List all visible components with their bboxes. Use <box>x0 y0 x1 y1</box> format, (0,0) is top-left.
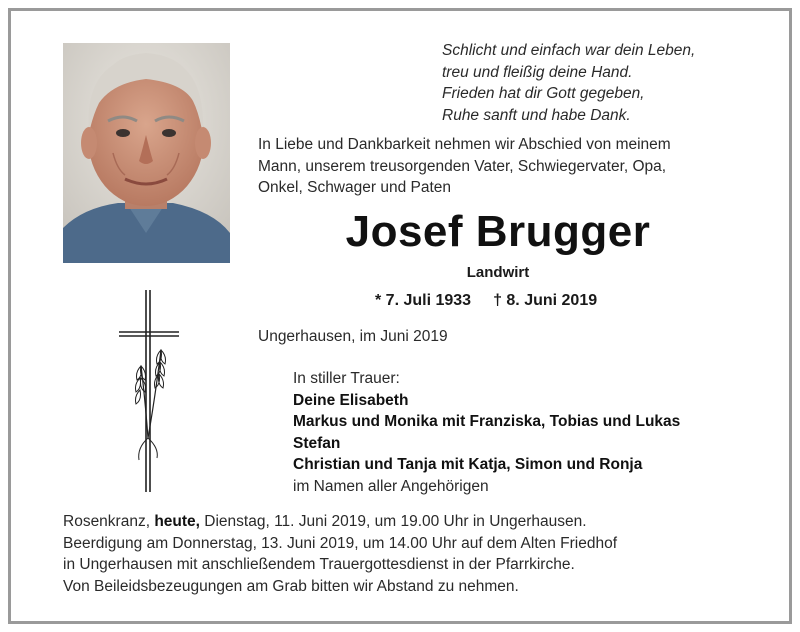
profession: Landwirt <box>466 264 530 281</box>
mourner-name: Deine Elisabeth <box>293 391 409 409</box>
portrait-illustration <box>63 43 230 263</box>
deceased-name: Josef Brugger <box>345 207 651 256</box>
farewell-intro <box>258 134 738 199</box>
funeral-notice <box>63 511 763 597</box>
mourners-footer: im Namen aller Angehörigen <box>293 477 489 495</box>
life-dates <box>375 292 597 310</box>
poem <box>442 40 772 126</box>
mourners-heading: In stiller Trauer: <box>293 370 400 387</box>
rosary-details: Dienstag, 11. Juni 2019, um 19.00 Uhr in Ungerhausen. <box>204 513 587 530</box>
mourners <box>293 368 763 497</box>
place-date: Ungerhausen, im Juni 2019 <box>258 328 448 345</box>
cross-with-wheat-icon <box>115 288 185 494</box>
rosary-line <box>63 511 763 533</box>
notice-line: in Ungerhausen mit anschließendem Trauergottesdienst in der Pfarrkirche. <box>63 556 575 573</box>
portrait-photo <box>63 43 230 263</box>
mourner-name: Markus und Monika mit Franziska, Tobias und Lukas <box>293 413 681 430</box>
rosary-prefix: Rosenkranz, <box>63 513 151 530</box>
poem-line: Schlicht und einfach war dein Leben, <box>442 42 696 59</box>
death-date: † 8. Juni 2019 <box>493 292 598 309</box>
birth-date: * 7. Juli 1933 <box>375 292 472 309</box>
poem-line: Frieden hat dir Gott gegeben, <box>442 85 645 102</box>
poem-line: Ruhe sanft und habe Dank. <box>442 106 631 124</box>
mourner-name: Stefan <box>293 434 341 452</box>
poem-line: treu und fleißig deine Hand. <box>442 63 633 81</box>
intro-line: Mann, unserem treusorgenden Vater, Schwiegervater, Opa, <box>258 157 667 175</box>
intro-line: Onkel, Schwager und Paten <box>258 179 452 196</box>
notice-line: Von Beileidsbezeugungen am Grab bitten wir Abstand zu nehmen. <box>63 577 519 595</box>
notice-line: Beerdigung am Donnerstag, 13. Juni 2019, um 14.00 Uhr auf dem Alten Friedhof <box>63 534 618 552</box>
mourner-name: Christian und Tanja mit Katja, Simon und Ronja <box>293 456 643 473</box>
rosary-day: heute, <box>154 513 200 530</box>
intro-line: In Liebe und Dankbarkeit nehmen wir Abschied von meinem <box>258 136 671 153</box>
